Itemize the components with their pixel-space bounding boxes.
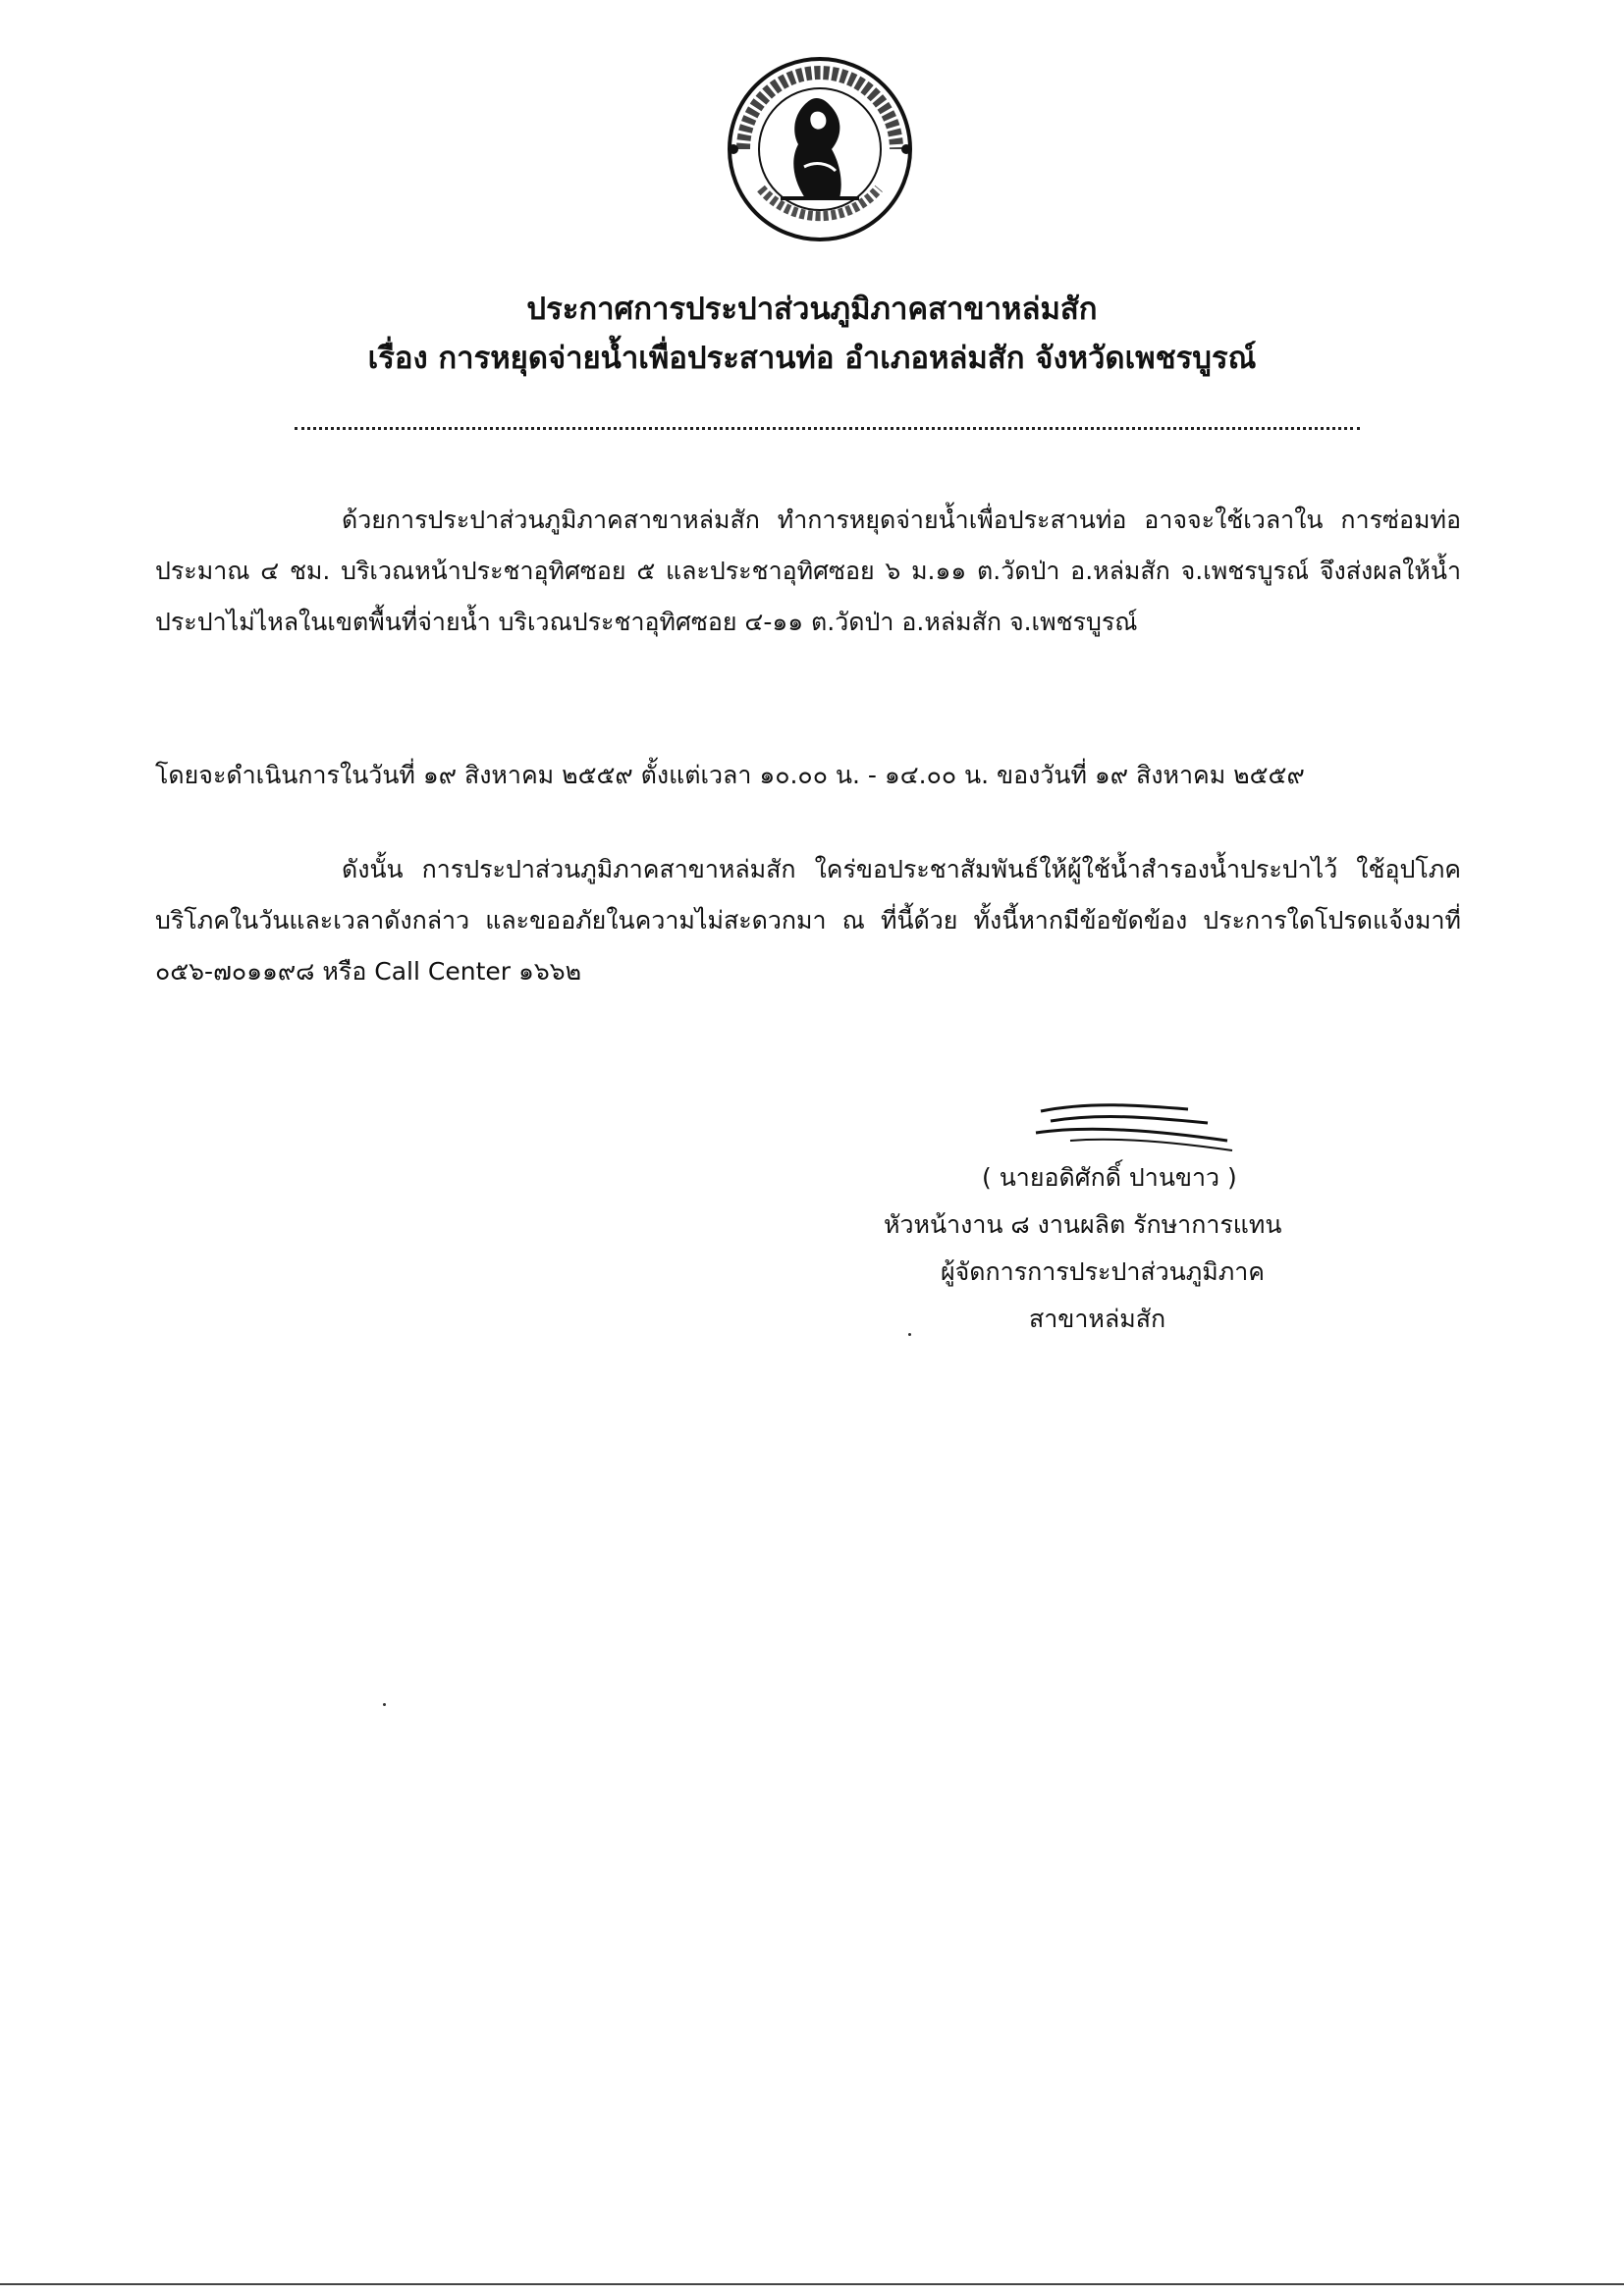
dotted-separator	[295, 427, 1360, 430]
title-line-2: เรื่อง การหยุดจ่ายน้ำเพื่อประสานท่อ อำเภอหล่มสัก จังหวัดเพชรบูรณ์	[367, 341, 1257, 376]
title-line-1: ประกาศการประปาส่วนภูมิภาคสาขาหล่มสัก	[526, 292, 1098, 327]
scan-speck	[383, 1703, 386, 1706]
handwritten-signature-icon	[1031, 1092, 1247, 1160]
signatory-name: ( นายอดิศักดิ์ ปานขาว )	[982, 1163, 1237, 1192]
scan-speck	[908, 1333, 911, 1336]
signatory-position-1: หัวหน้างาน ๘ งานผลิต รักษาการแทน	[884, 1210, 1282, 1239]
announcement-title	[0, 285, 1624, 383]
body-paragraph-3: ดังนั้น การประปาส่วนภูมิภาคสาขาหล่มสัก ใคร่ขอประชาสัมพันธ์ให้ผู้ใช้น้ำสำรองน้ำประปาไว้ ใช้อุปโภคบริโภคในวันและเวลาดังกล่าว และขออภัยในความไม่สะดวกมา ณ ที่นี้ด้วย ทั้งนี้หากมีข้อขัดข้อง ประการใดโปรดแจ้งมาที่ ๐๕๖-๗๐๑๑๙๘ หรือ Call Center ๑๖๖๒	[155, 855, 1461, 986]
body-paragraph-1: ด้วยการประปาส่วนภูมิภาคสาขาหล่มสัก ทำการหยุดจ่ายน้ำเพื่อประสานท่อ อาจจะใช้เวลาใน การซ่อมท่อประมาณ ๔ ชม. บริเวณหน้าประชาอุทิศซอย ๕ และประชาอุทิศซอย ๖ ม.๑๑ ต.วัดป่า อ.หล่มสัก จ.เพชรบูรณ์ จึงส่งผลให้น้ำประปาไม่ไหลในเขตพื้นที่จ่ายน้ำ บริเวณประชาอุทิศซอย ๔-๑๑ ต.วัดป่า อ.หล่มสัก จ.เพชรบูรณ์	[155, 506, 1461, 636]
signatory-position-3: สาขาหล่มสัก	[1029, 1305, 1166, 1333]
scan-edge-line	[0, 2283, 1624, 2285]
pwa-seal-icon	[722, 51, 918, 247]
body-paragraph-2: โดยจะดำเนินการในวันที่ ๑๙ สิงหาคม ๒๕๕๙ ตั้งแต่เวลา ๑๐.๐๐ น. - ๑๔.๐๐ น. ของวันที่ ๑๙ สิงหาคม ๒๕๕๙	[155, 761, 1305, 789]
signatory-position-2: ผู้จัดการการประปาส่วนภูมิภาค	[941, 1257, 1265, 1286]
